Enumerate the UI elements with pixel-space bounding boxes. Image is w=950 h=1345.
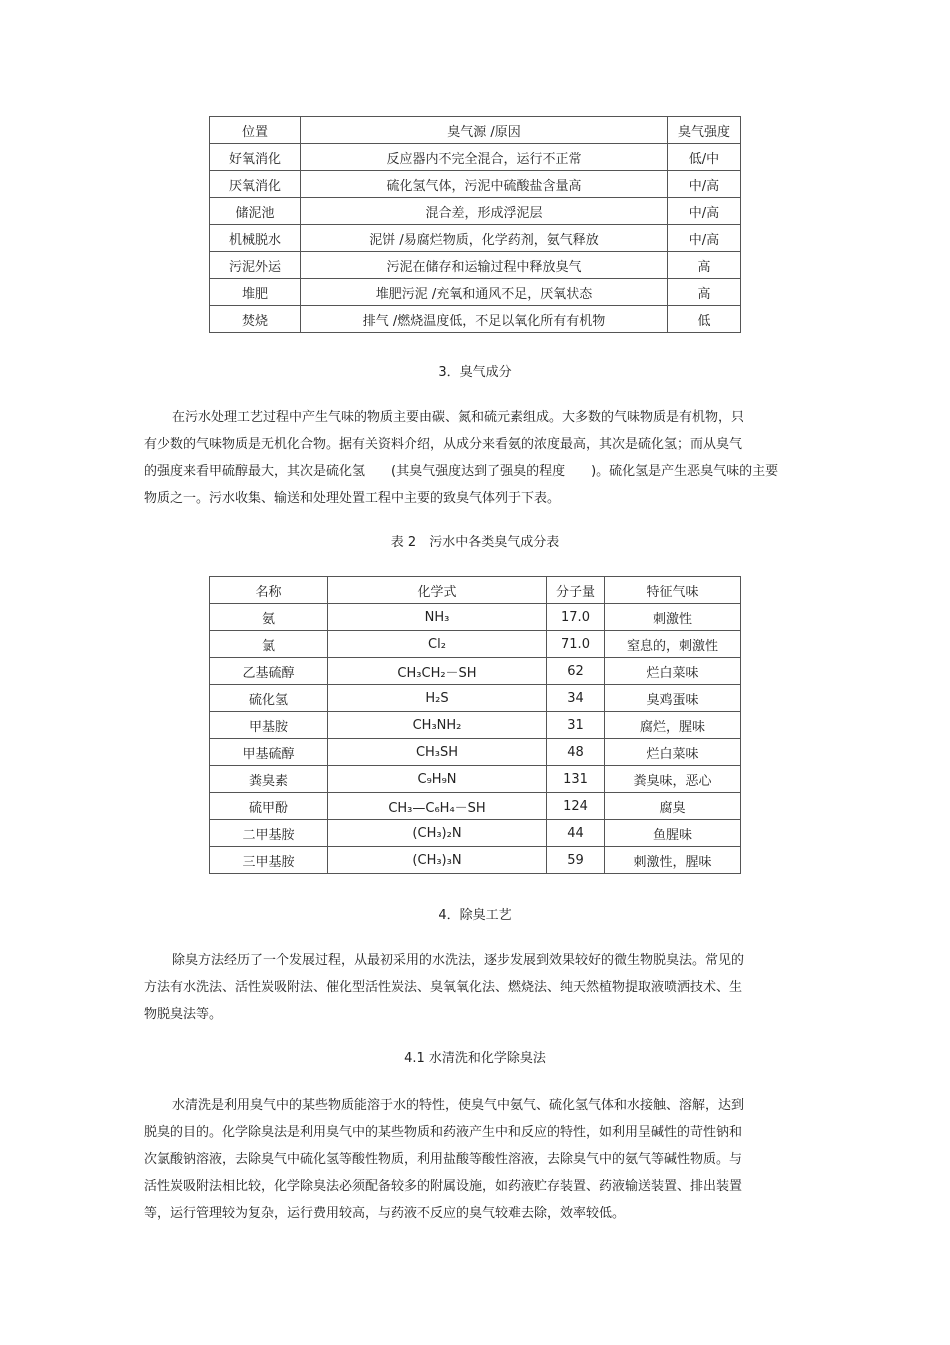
table-cell: 131 [547,766,605,793]
table-cell: CH₃NH₂ [328,712,547,739]
paragraph-line: 物质之一。污水收集、输送和处理处置工程中主要的致臭气体列于下表。 [144,491,561,506]
table-row [210,739,741,766]
table-cell: 氨 [210,604,328,631]
table-cell: 三甲基胺 [210,847,328,874]
table-header-row [210,577,741,604]
table-header-cell: 名称 [210,577,328,604]
table-cell: 窒息的，刺激性 [605,631,741,658]
table-cell: 臭鸡蛋味 [605,685,741,712]
table-cell: 甲基胺 [210,712,328,739]
table-cell: CH₃CH₂－SH [328,658,547,685]
table-cell: 污泥外运 [210,252,301,279]
table-cell: Cl₂ [328,631,547,658]
table-cell: 粪臭味，恶心 [605,766,741,793]
table-row [210,658,741,685]
table-cell: 储泥池 [210,198,301,225]
table-row [210,712,741,739]
table-cell: 中/高 [668,225,741,252]
table-cell: 硫甲酚 [210,793,328,820]
table-cell: C₉H₉N [328,766,547,793]
table-cell: 低 [668,306,741,333]
table-cell: 低/中 [668,144,741,171]
table-header-cell: 位置 [210,117,301,144]
table-cell: 好氧消化 [210,144,301,171]
table-row [210,631,741,658]
table-cell: 59 [547,847,605,874]
table-cell: 堆肥 [210,279,301,306]
table-cell: 刺激性 [605,604,741,631]
table-cell: 粪臭素 [210,766,328,793]
table-cell: 烂白菜味 [605,739,741,766]
table-cell: 二甲基胺 [210,820,328,847]
paragraph-line: 等，运行管理较为复杂，运行费用较高，与药液不反应的臭气较难去除，效率较低。 [144,1206,626,1221]
table-cell: 62 [547,658,605,685]
table-cell: 乙基硫醇 [210,658,328,685]
section-4-heading: 4．除臭工艺 [438,908,512,923]
table-cell: 甲基硫醇 [210,739,328,766]
table-cell: 硫化氢气体，污泥中硫酸盐含量高 [301,171,668,198]
table-cell: 17.0 [547,604,605,631]
paragraph-line: 在污水处理工艺过程中产生气味的物质主要由碳、氮和硫元素组成。大多数的气味物质是有机物，只 [172,410,745,425]
table-header-cell: 化学式 [328,577,547,604]
table-cell: 48 [547,739,605,766]
table-cell: 高 [668,279,741,306]
table-cell: 刺激性，腥味 [605,847,741,874]
table-header-cell: 分子量 [547,577,605,604]
table-cell: CH₃—C₆H₄－SH [328,793,547,820]
paragraph-line: 脱臭的目的。化学除臭法是利用臭气中的某些物质和药液产生中和反应的特性，如利用呈碱性的苛性钠和 [144,1125,743,1140]
table-cell: 腐臭 [605,793,741,820]
table-cell: 腐烂，腥味 [605,712,741,739]
paragraph-line: 物脱臭法等。 [144,1007,223,1022]
section-3-heading: 3．臭气成分 [438,365,512,380]
table-cell: (CH₃)₃N [328,847,547,874]
paragraph-line: 有少数的气味物质是无机化合物。据有关资料介绍，从成分来看氨的浓度最高，其次是硫化氢；而从臭气 [144,437,743,452]
table-cell: 氯 [210,631,328,658]
table-header-cell: 特征气味 [605,577,741,604]
paragraph-line: 次氯酸钠溶液，去除臭气中硫化氢等酸性物质，利用盐酸等酸性溶液，去除臭气中的氨气等碱性物质。与 [144,1152,743,1167]
table-cell: 高 [668,252,741,279]
table-cell: 反应器内不完全混合，运行不正常 [301,144,668,171]
table-cell: 34 [547,685,605,712]
paragraph-line: 活性炭吸附法相比较，化学除臭法必须配备较多的附属设施，如药液贮存装置、药液输送装置、排出装置 [144,1179,743,1194]
odor-component-table [209,576,741,874]
table-cell: CH₃SH [328,739,547,766]
table-row [210,198,741,225]
table-cell: 71.0 [547,631,605,658]
table-row [210,685,741,712]
table-row [210,171,741,198]
table-cell: 厌氧消化 [210,171,301,198]
table-cell: 烂白菜味 [605,658,741,685]
table-row [210,252,741,279]
table-cell: NH₃ [328,604,547,631]
paragraph-line: 水清洗是利用臭气中的某些物质能溶于水的特性，使臭气中氨气、硫化氢气体和水接触、溶解，达到 [172,1098,745,1113]
paragraph-line: 的强度来看甲硫醇最大，其次是硫化氢 (其臭气强度达到了强臭的程度 )。硫化氢是产生恶臭气味的主要 [144,464,779,479]
table-row [210,820,741,847]
table-row [210,793,741,820]
paragraph-line: 除臭方法经历了一个发展过程，从最初采用的水洗法，逐步发展到效果较好的微生物脱臭法。常见的 [172,953,745,968]
table-cell: 混合差，形成浮泥层 [301,198,668,225]
table-header-row [210,117,741,144]
table-cell: H₂S [328,685,547,712]
section-4-paragraph [144,947,794,1028]
table-cell: 机械脱水 [210,225,301,252]
table-cell: 硫化氢 [210,685,328,712]
table-row [210,279,741,306]
table-row [210,144,741,171]
table-cell: 堆肥污泥 /充氧和通风不足，厌氧状态 [301,279,668,306]
table-cell: (CH₃)₂N [328,820,547,847]
table-cell: 124 [547,793,605,820]
table-header-cell: 臭气强度 [668,117,741,144]
table-row [210,306,741,333]
table-cell: 焚烧 [210,306,301,333]
paragraph-line: 方法有水洗法、活性炭吸附法、催化型活性炭法、臭氧氧化法、燃烧法、纯天然植物提取液喷洒技术、生 [144,980,743,995]
table-cell: 泥饼 /易腐烂物质，化学药剂，氨气释放 [301,225,668,252]
table-row [210,766,741,793]
table-cell: 鱼腥味 [605,820,741,847]
table-cell: 44 [547,820,605,847]
table-cell: 中/高 [668,198,741,225]
table-row [210,225,741,252]
section-4-1-heading: 4.1 水清洗和化学除臭法 [404,1051,546,1066]
table-cell: 排气 /燃烧温度低，不足以氧化所有有机物 [301,306,668,333]
odor-source-table [209,116,741,333]
section-3-paragraph [144,404,794,512]
table-row [210,847,741,874]
section-4-1-paragraph [144,1092,794,1227]
table-header-cell: 臭气源 /原因 [301,117,668,144]
table-row [210,604,741,631]
table-cell: 中/高 [668,171,741,198]
table-2-caption: 表 2 污水中各类臭气成分表 [390,535,560,550]
table-cell: 污泥在储存和运输过程中释放臭气 [301,252,668,279]
table-cell: 31 [547,712,605,739]
